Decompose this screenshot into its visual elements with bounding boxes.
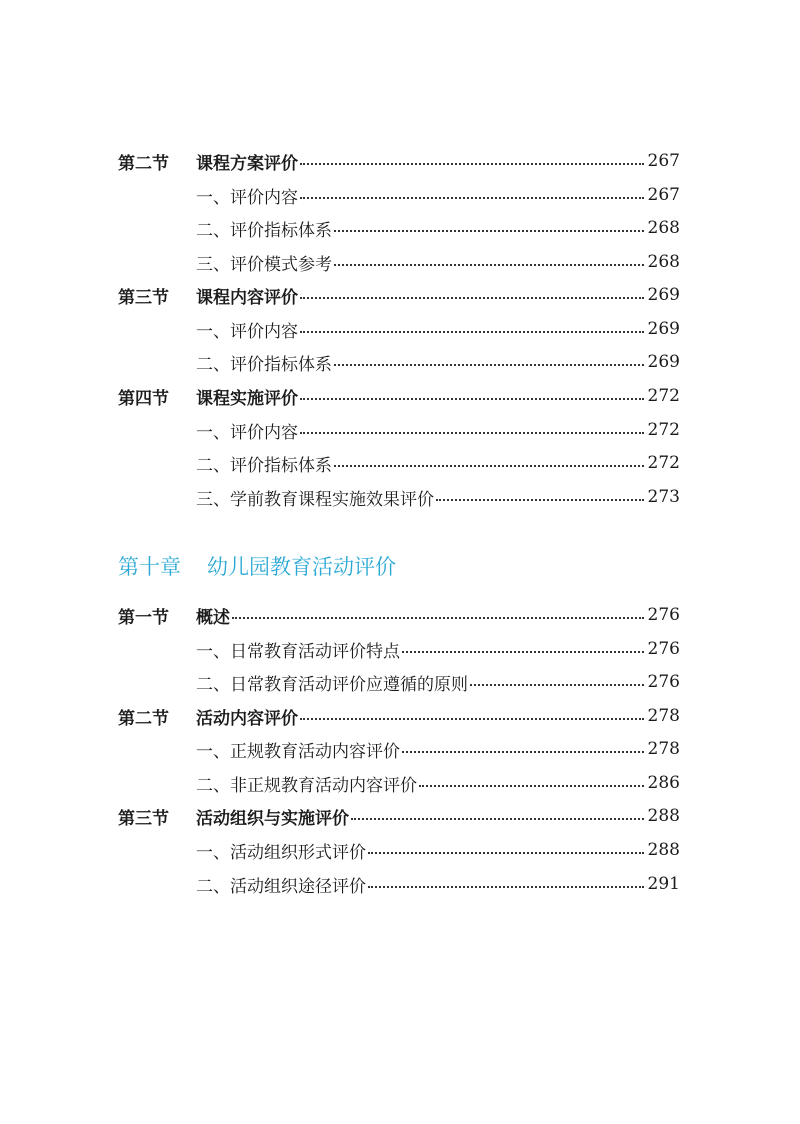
page-number: 268	[647, 252, 680, 272]
toc-item-row[interactable]	[118, 734, 680, 764]
dot-leader	[334, 264, 644, 266]
dot-leader	[402, 651, 644, 653]
toc-item-row[interactable]	[118, 448, 680, 478]
section-title: 课程实施评价	[196, 388, 298, 409]
item-title: 一、评价内容	[196, 187, 298, 208]
section-title: 活动内容评价	[196, 708, 298, 729]
toc-section-row[interactable]	[118, 280, 680, 310]
toc-item-row[interactable]	[118, 667, 680, 697]
toc-item-row[interactable]	[118, 180, 680, 210]
item-title: 一、活动组织形式评价	[196, 842, 366, 863]
page-number: 291	[647, 874, 680, 894]
dot-leader	[351, 818, 644, 820]
page-number: 269	[647, 352, 680, 372]
page-number: 272	[647, 420, 680, 440]
page-number: 276	[647, 639, 680, 659]
dot-leader	[368, 886, 644, 888]
section-title: 概述	[196, 607, 230, 628]
section-number: 第三节	[118, 808, 169, 829]
dot-leader	[300, 398, 644, 400]
toc-section-row[interactable]	[118, 146, 680, 176]
toc-section-row[interactable]	[118, 381, 680, 411]
page-number: 273	[647, 487, 680, 507]
dot-leader	[300, 163, 644, 165]
section-title: 活动组织与实施评价	[196, 808, 349, 829]
toc-section-row[interactable]	[118, 801, 680, 831]
page-number: 268	[647, 218, 680, 238]
chapter-number: 第十章	[118, 555, 181, 579]
page-number: 267	[647, 185, 680, 205]
toc-item-row[interactable]	[118, 634, 680, 664]
item-title: 二、评价指标体系	[196, 354, 332, 375]
dot-leader	[470, 684, 644, 686]
toc-item-row[interactable]	[118, 347, 680, 377]
section-number: 第二节	[118, 153, 169, 174]
toc-item-row[interactable]	[118, 869, 680, 899]
section-number: 第一节	[118, 607, 169, 628]
page-number: 267	[647, 151, 680, 171]
page-number: 288	[647, 806, 680, 826]
toc-item-row[interactable]	[118, 247, 680, 277]
page-number: 276	[647, 605, 680, 625]
dot-leader	[402, 751, 644, 753]
page-number: 269	[647, 285, 680, 305]
item-title: 二、日常教育活动评价应遵循的原则	[196, 674, 468, 695]
section-number: 第四节	[118, 388, 169, 409]
page-number: 278	[647, 706, 680, 726]
dot-leader	[300, 331, 644, 333]
toc-item-row[interactable]	[118, 768, 680, 798]
chapter-title: 幼儿园教育活动评价	[207, 555, 396, 579]
toc-item-row[interactable]	[118, 835, 680, 865]
page-number: 272	[647, 386, 680, 406]
item-title: 一、日常教育活动评价特点	[196, 641, 400, 662]
dot-leader	[436, 499, 644, 501]
dot-leader	[334, 364, 644, 366]
toc-item-row[interactable]	[118, 314, 680, 344]
dot-leader	[232, 617, 644, 619]
toc-section-row[interactable]	[118, 701, 680, 731]
toc-section-row[interactable]	[118, 600, 680, 630]
page-number: 269	[647, 319, 680, 339]
chapter-heading[interactable]	[118, 548, 396, 584]
item-title: 二、活动组织途径评价	[196, 876, 366, 897]
dot-leader	[300, 297, 644, 299]
page-number: 286	[647, 773, 680, 793]
item-title: 二、评价指标体系	[196, 220, 332, 241]
section-number: 第三节	[118, 287, 169, 308]
page-number: 272	[647, 453, 680, 473]
page-number: 288	[647, 840, 680, 860]
item-title: 三、评价模式参考	[196, 254, 332, 275]
dot-leader	[300, 432, 644, 434]
dot-leader	[368, 852, 644, 854]
item-title: 一、评价内容	[196, 422, 298, 443]
item-title: 二、评价指标体系	[196, 455, 332, 476]
toc-item-row[interactable]	[118, 482, 680, 512]
dot-leader	[334, 230, 644, 232]
section-number: 第二节	[118, 708, 169, 729]
dot-leader	[300, 197, 644, 199]
item-title: 三、学前教育课程实施效果评价	[196, 489, 434, 510]
section-title: 课程内容评价	[196, 287, 298, 308]
page-number: 276	[647, 672, 680, 692]
dot-leader	[300, 718, 644, 720]
toc-item-row[interactable]	[118, 415, 680, 445]
toc-item-row[interactable]	[118, 213, 680, 243]
page-number: 278	[647, 739, 680, 759]
dot-leader	[334, 465, 644, 467]
item-title: 一、正规教育活动内容评价	[196, 741, 400, 762]
dot-leader	[419, 785, 644, 787]
section-title: 课程方案评价	[196, 153, 298, 174]
item-title: 二、非正规教育活动内容评价	[196, 775, 417, 796]
item-title: 一、评价内容	[196, 321, 298, 342]
